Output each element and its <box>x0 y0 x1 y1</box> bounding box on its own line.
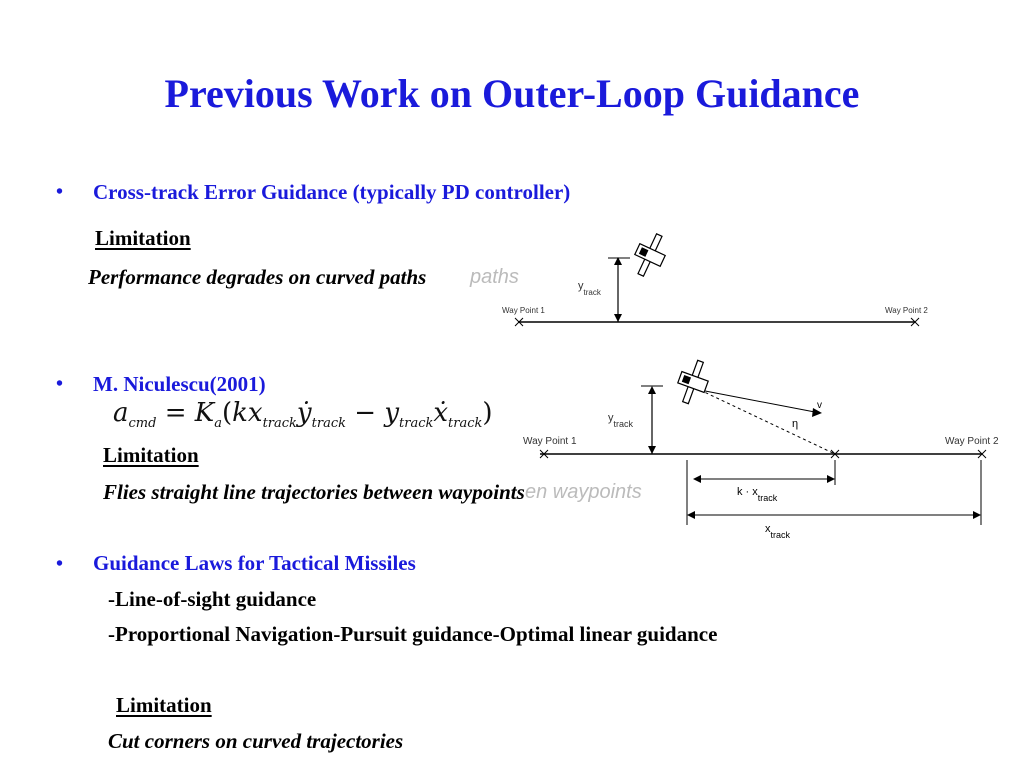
aircraft-icon <box>628 229 672 281</box>
eta-label: η <box>792 418 799 430</box>
ytrack-label: $y_{track}$ <box>578 280 601 297</box>
ytrack-label: $y_{track}$ <box>608 412 634 429</box>
cross-track-diagram <box>470 225 950 340</box>
section1-limitation-label: Limitation <box>95 226 191 250</box>
waypoint1-label: Way Point 1 <box>523 436 577 447</box>
section3-heading: Guidance Laws for Tactical Missiles <box>93 551 416 575</box>
section3-item1: -Line-of-sight guidance <box>108 587 317 611</box>
section2-heading: M. Niculescu(2001) <box>93 372 266 396</box>
waypoint2-label: Way Point 2 <box>885 306 928 315</box>
slide-title: Previous Work on Outer-Loop Guidance <box>164 71 860 116</box>
section3-item2: -Proportional Navigation-Pursuit guidance-Optimal linear guidance <box>108 622 718 646</box>
section1-limitation-text: Performance degrades on curved paths <box>88 265 427 289</box>
waypoint1-label: Way Point 1 <box>502 306 545 315</box>
section2-limitation-label: Limitation <box>103 443 199 467</box>
bullet-marker: • <box>56 181 64 203</box>
bullet-marker: • <box>56 373 64 395</box>
velocity-line <box>700 390 820 413</box>
los-line <box>700 390 835 454</box>
ghost-text: en waypoints <box>525 481 642 503</box>
kx-label: $k \cdot x_{track}$ <box>737 486 778 503</box>
section2-limitation-text: Flies straight line trajectories between waypoints <box>103 480 525 504</box>
v-label: v <box>817 400 822 411</box>
section1-heading: Cross-track Error Guidance (typically PD controller) <box>93 180 571 204</box>
x-label: $x_{track}$ <box>765 523 791 540</box>
section3-limitation-text: Cut corners on curved trajectories <box>108 729 404 753</box>
ghost-text: paths <box>470 266 519 288</box>
bullet-marker: • <box>56 553 64 575</box>
section3-limitation-label: Limitation <box>116 693 212 717</box>
aircraft-icon <box>672 357 713 408</box>
niculescu-diagram <box>515 355 1020 550</box>
waypoint2-label: Way Point 2 <box>945 436 999 447</box>
guidance-equation: $a_{cmd}$ = $K_a(kx_{track}ẏ_{track}$ − $y_{track}ẋ_{track}$) <box>113 398 493 432</box>
